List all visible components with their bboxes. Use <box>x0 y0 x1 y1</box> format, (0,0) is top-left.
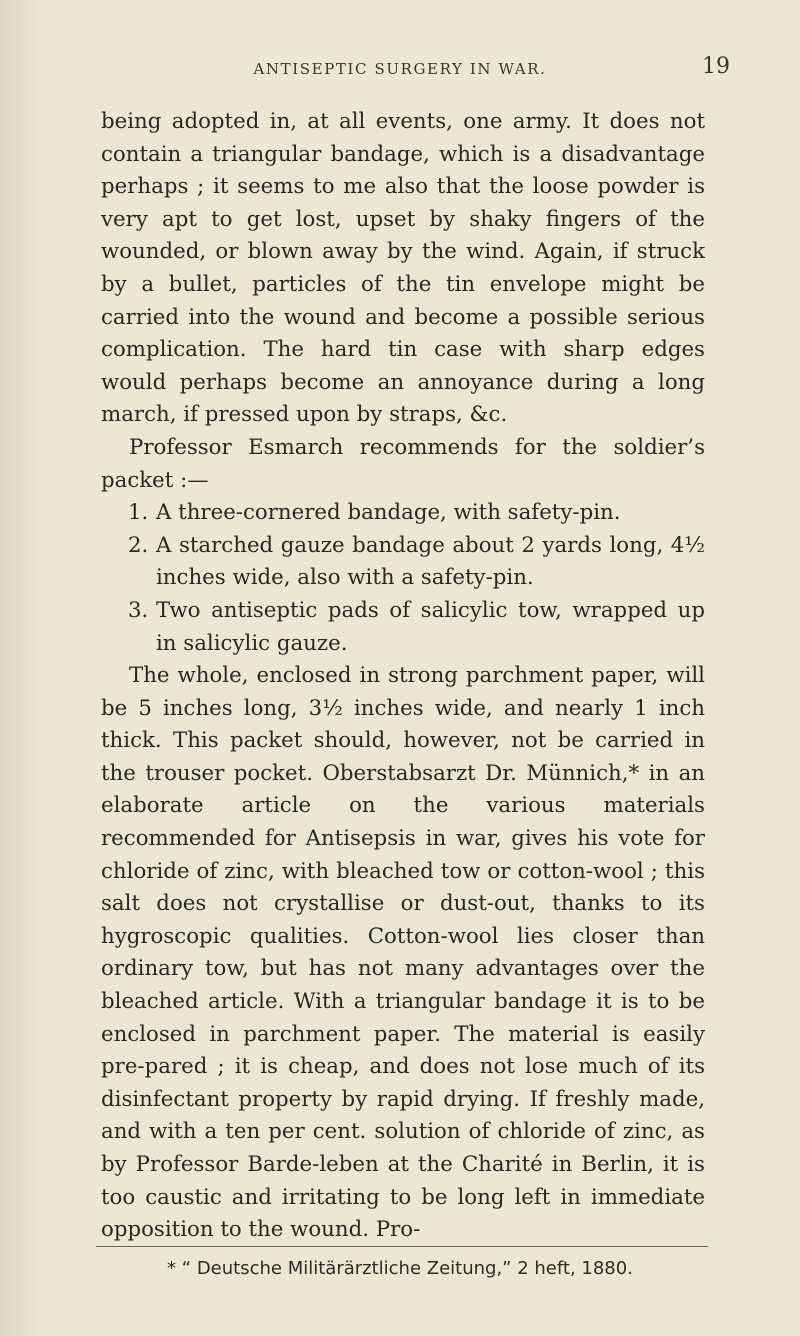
page-number: 19 <box>702 54 730 79</box>
list-item-number: 1. <box>128 500 149 526</box>
list-item-number: 2. <box>128 532 149 558</box>
footnote-rule <box>96 1246 708 1247</box>
paragraph-3: The whole, enclosed in strong parchment paper, will be 5 inches long, 3½ inches wide, and nearly 1 inch thick. This packet should, however, not be carried in the trouser pocket. Oberstabsarzt Dr. Münnich,* in an elaborate article on the various materials recommended for Antisepsis in war, gives his vote for chloride of zinc, with bleached tow or cotton-wool ; this salt does not crystallise or dust-out, thanks to its hygroscopic qualities. Cotton-wool lies closer than ordinary tow, but has not many advantages over the bleached article. With a triangular bandage it is to be enclosed in parchment paper. The material is easily pre-pared ; it is cheap, and does not lose much of its disinfectant property by rapid drying. If freshly made, and with a ten per cent. solution of chloride of zinc, as by Professor Barde-leben at the Charité in Berlin, it is too caustic and irritating to be long left in immediate opposition to the wound. Pro- <box>101 663 705 1243</box>
running-title: ANTISEPTIC SURGERY IN WAR. <box>253 60 547 78</box>
paragraph-1: being adopted in, at all events, one army. It does not contain a triangular bandage, which is a disadvantage perhaps ; it seems to me also that the loose powder is very apt to get lost, upset by shaky fingers of the wounded, or blown away by the wind. Again, if struck by a bullet, particles of the tin envelope might be carried into the wound and become a possible serious complication. The hard tin case with sharp edges would perhaps become an annoyance during a long march, if pressed upon by straps, &c. <box>101 109 705 428</box>
list-item-text: A starched gauze bandage about 2 yards long, 4½ inches wide, also with a safety-pin. <box>156 532 705 591</box>
body-text <box>101 106 705 1247</box>
list-item-text: Two antiseptic pads of salicylic tow, wrapped up in salicylic gauze. <box>156 597 705 656</box>
binding-shadow <box>0 0 40 1336</box>
footnote: * “ Deutsche Militärärztliche Zeitung,” 2 heft, 1880. <box>167 1258 633 1279</box>
list-item <box>101 497 705 530</box>
paragraph-2: Professor Esmarch recommends for the soldier’s packet :— <box>101 434 705 493</box>
list-item <box>101 530 705 595</box>
list-item-text: A three-cornered bandage, with safety-pin. <box>156 500 621 526</box>
list-item-number: 3. <box>128 597 149 623</box>
list-item <box>101 595 705 660</box>
